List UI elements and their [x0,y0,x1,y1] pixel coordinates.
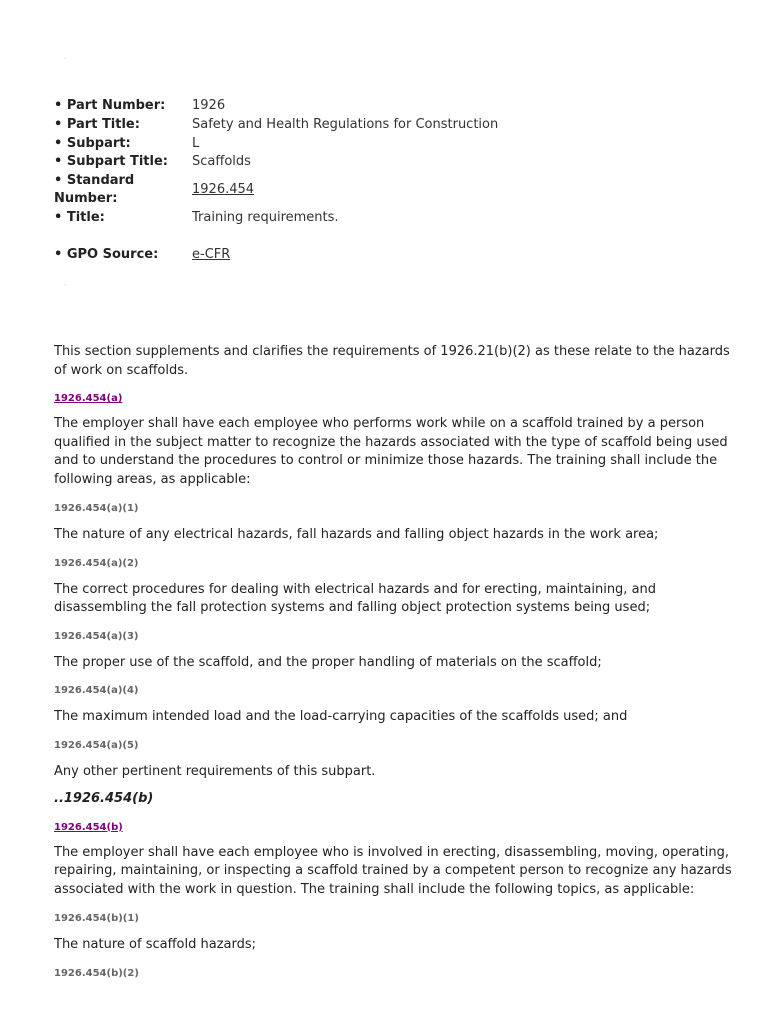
section-a3-paragraph: The proper use of the scaffold, and the proper handling of materials on the scaffold; [54,654,602,670]
meta-label: • Title: [54,210,105,225]
section-a5-paragraph: Any other pertinent requirements of this subpart. [54,763,376,779]
section-a2-paragraph: The correct procedures for dealing with electrical hazards and for erecting, maintaining, and disassembling the fall protection systems and falling object protection systems being used; [54,581,657,615]
meta-label: • Standard [54,173,135,188]
meta-label-continued: Number: [54,191,118,206]
standard-number-link[interactable]: 1926.454 [192,182,255,197]
decorative-dot: . [64,53,67,61]
meta-value: 1926 [192,98,226,113]
section-a3-label: 1926.454(a)(3) [54,630,139,642]
meta-label: • Subpart Title: [54,154,168,169]
meta-label: • Part Number: [54,98,166,113]
section-a5-label: 1926.454(a)(5) [54,739,139,751]
section-b2-label: 1926.454(b)(2) [54,967,139,979]
meta-value: L [192,136,200,151]
section-a2-label: 1926.454(a)(2) [54,557,139,569]
section-a1-paragraph: The nature of any electrical hazards, fall hazards and falling object hazards in the work area; [54,527,659,542]
decorative-dot: . [64,279,67,287]
section-a4-label: 1926.454(a)(4) [54,685,139,696]
meta-value: Safety and Health Regulations for Construction [192,117,499,132]
ecfr-link[interactable]: e-CFR [192,247,231,262]
section-a1-label: 1926.454(a)(1) [54,503,139,514]
meta-standard-number [54,172,694,209]
section-b1-paragraph: The nature of scaffold hazards; [54,937,257,952]
section-b-heading: ..1926.454(b) [54,791,154,806]
intro-paragraph: This section supplements and clarifies the requirements of 1926.21(b)(2) as these relate to the hazards of work on scaffolds. [54,344,730,378]
meta-label: • Subpart: [54,136,131,151]
section-b-link[interactable]: 1926.454(b) [54,821,123,833]
meta-value: Scaffolds [192,154,251,169]
meta-label: • Part Title: [54,117,140,132]
regulation-text [54,343,744,981]
section-a-paragraph: The employer shall have each employee who performs work while on a scaffold trained by a person qualified in the subject matter to recognize the hazards associated with the type of scaffold being used and to understand the procedures to control or minimize those hazards. The training shall include the following areas, as applicable: [54,416,728,487]
section-a-link[interactable]: 1926.454(a) [54,393,123,404]
section-a4-paragraph: The maximum intended load and the load-carrying capacities of the scaffolds used; and [54,709,628,724]
section-b1-label: 1926.454(b)(1) [54,913,139,924]
meta-value: Training requirements. [192,210,339,225]
section-b-paragraph: The employer shall have each employee who is involved in erecting, disassembling, moving, operating, repairing, maintaining, or inspecting a scaffold trained by a competent person to recognize any hazards associated with the work in question. The training shall include the following topics, as applicable: [54,844,732,897]
meta-label: • GPO Source: [54,247,159,262]
